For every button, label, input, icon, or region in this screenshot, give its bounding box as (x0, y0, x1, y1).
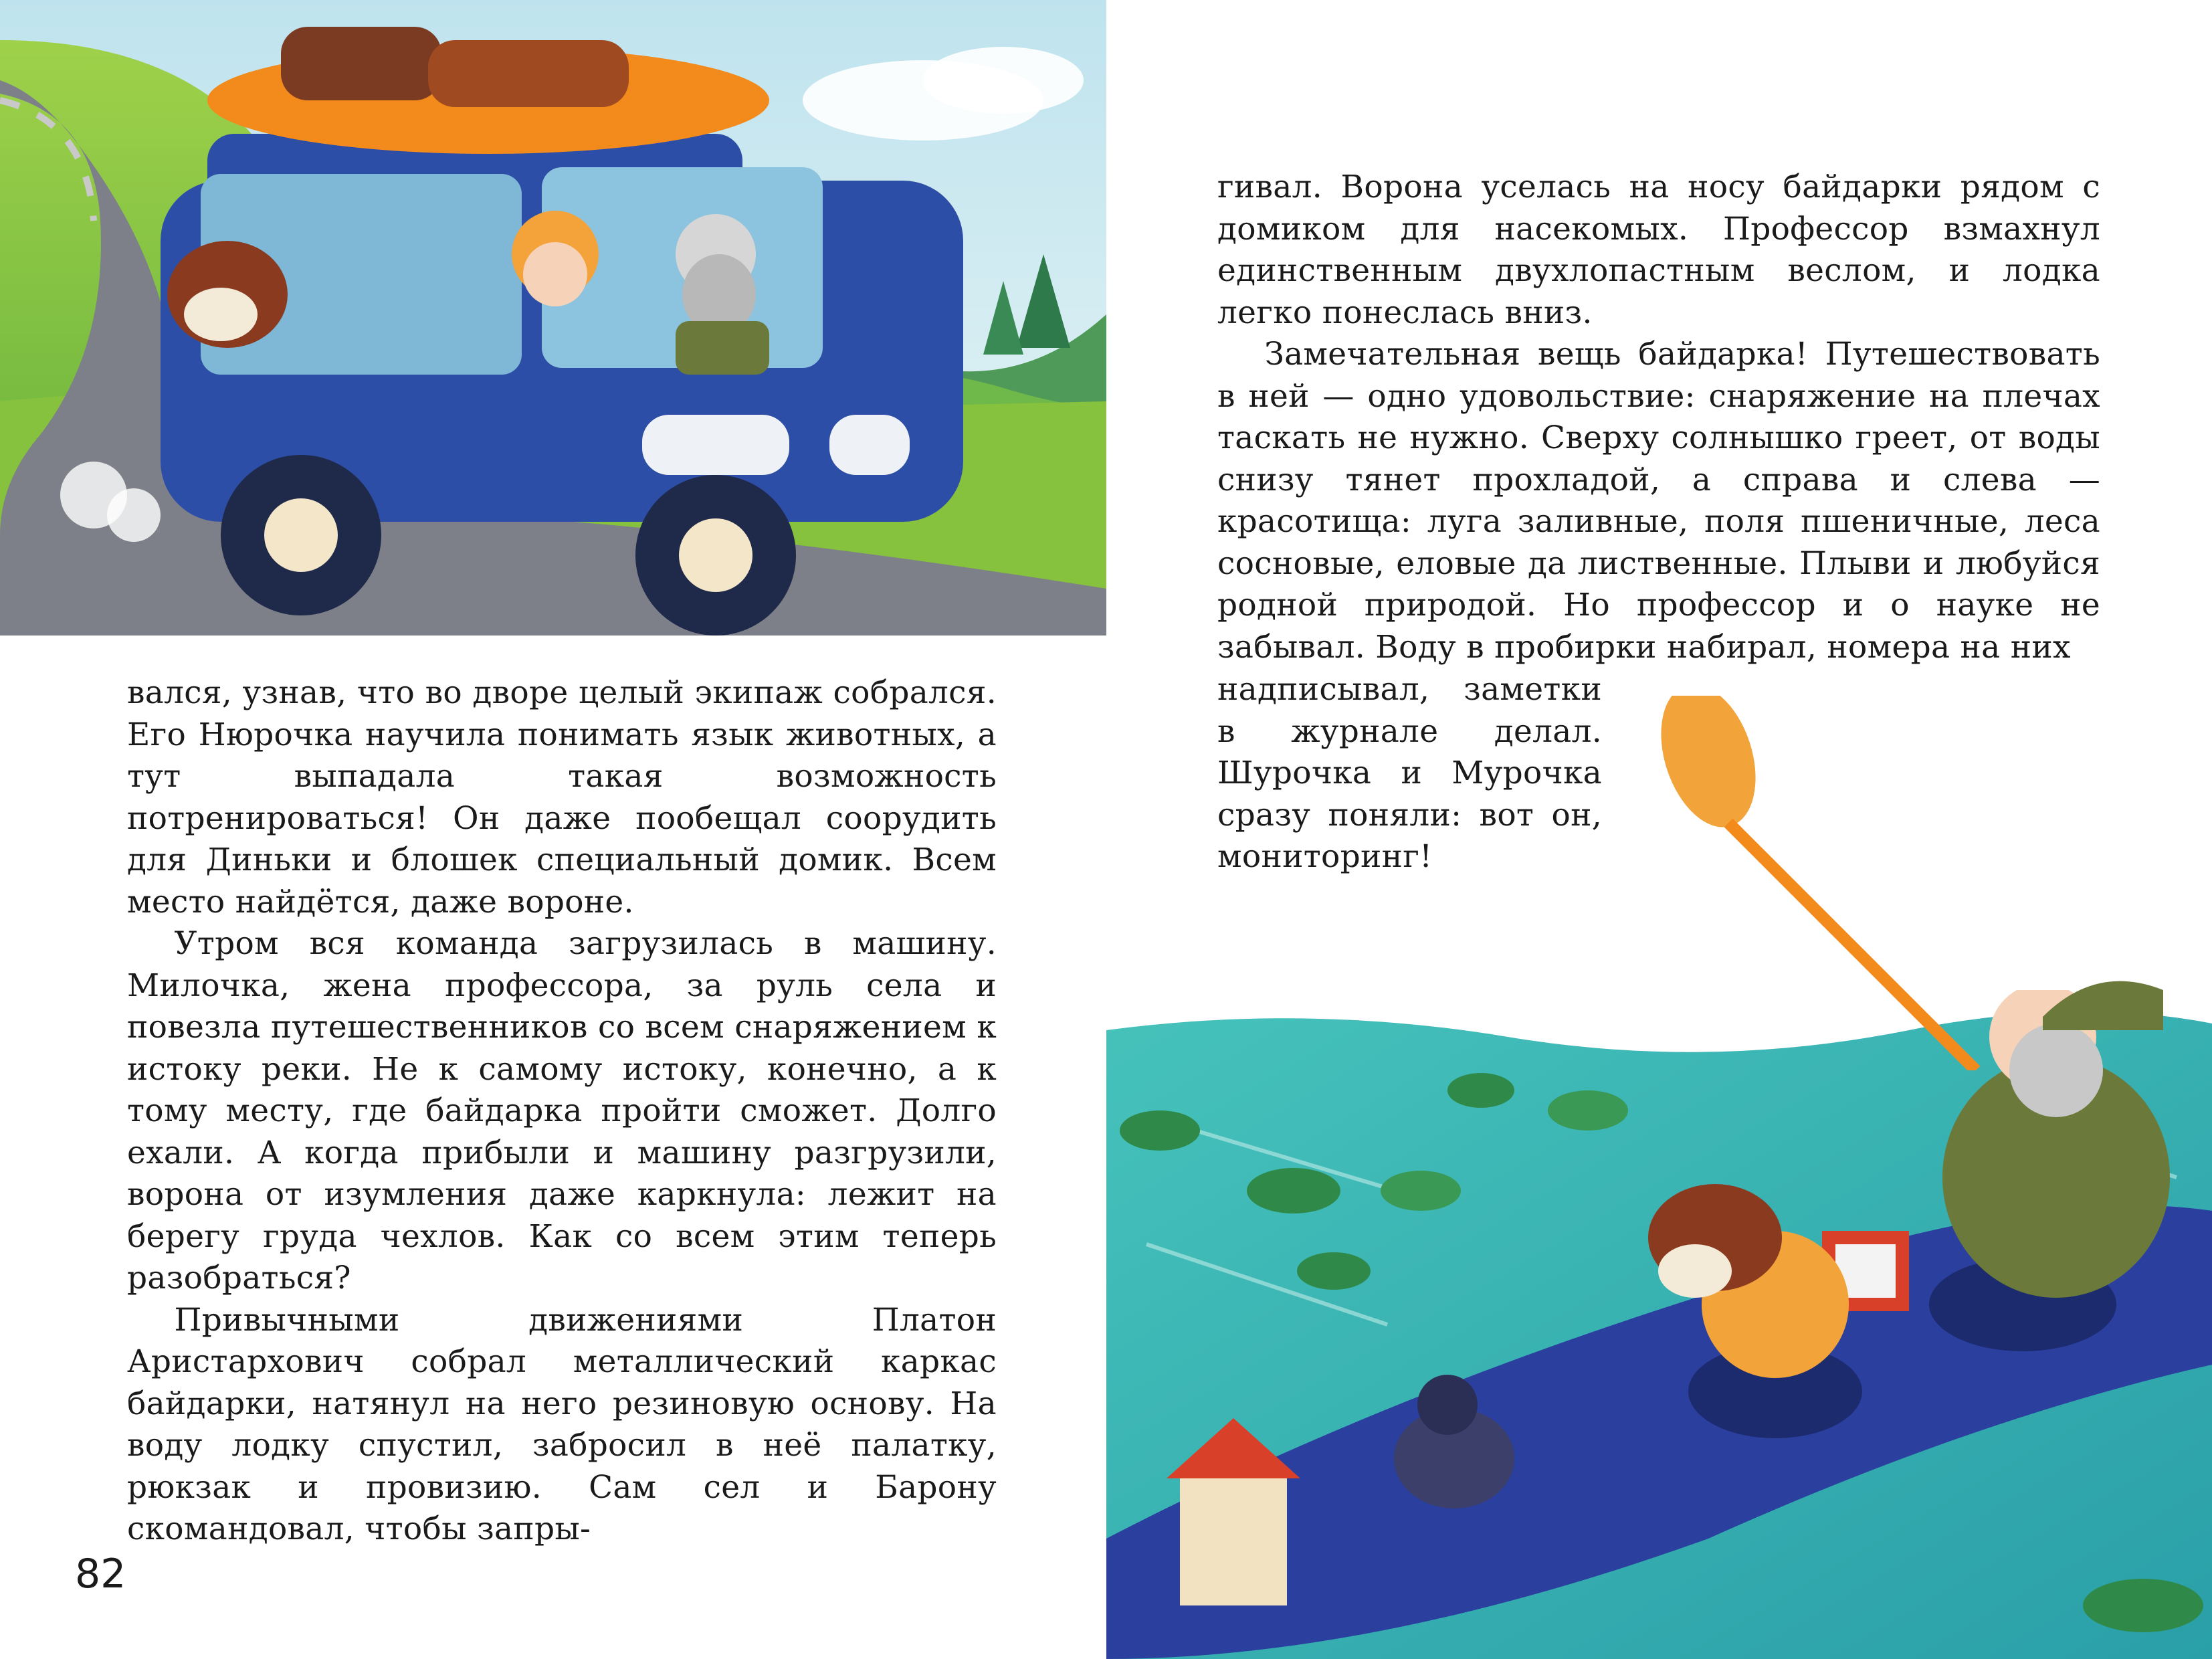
paragraph: гивал. Ворона уселась на носу байдарки рядом с домиком для насекомых. Профессор взмахнул единственным двухлопастным веслом, и лодка легко понеслась вниз. (1217, 169, 2100, 331)
page-number: 82 (75, 1551, 126, 1597)
right-page (1106, 0, 2212, 1659)
paragraph: вался, узнав, что во дворе целый экипаж собрался. Его Нюрочка научила понимать язык животных, а тут выпадала такая возможность потренироваться! Он даже пообещал соорудить для Диньки и блошек специальный домик. Всем место найдётся, даже вороне. (127, 674, 997, 920)
paddle-shape (1628, 696, 2212, 1070)
paragraph: Замечательная вещь байдарка! Путешествовать в ней — одно удовольствие: снаряжение на плечах таскать не нужно. Сверху солнышко греет, от воды снизу тянет прохладой, а справа и слева — красотища: луга заливные, поля пшеничные, леса сосновые, еловые да лиственные. Плыви и любуйся родной природой. Но профессор и о науке не забывал. Воду в пробирки набирал, номера на них (1217, 336, 2100, 666)
car-scene (0, 0, 1106, 636)
paragraph: Утром вся команда загрузилась в машину. Милочка, жена профессора, за руль села и повезла путешественников со всем снаряжением к истоку реки. Не к самому истоку, конечно, а к тому месту, где байдарка пройти сможет. Долго ехали. А когда прибыли и машину разгрузили, ворона от изумления даже каркнула: лежит на берегу груда чехлов. Как со всем этим теперь разобраться? (127, 925, 997, 1296)
kayak-scene (1106, 990, 2212, 1659)
car-illustration (0, 0, 1106, 636)
paragraph: Привычными движениями Платон Аристархович собрал металлический каркас байдарки, натянул на него резиновую основу. На воду лодку спустил, забросил в неё палатку, рюкзак и провизию. Сам сел и Барону скомандовал, чтобы запры- (127, 1301, 997, 1547)
right-body-text-narrow (1217, 669, 1602, 878)
paddle-illustration (1628, 696, 2212, 1070)
left-body-text (127, 672, 997, 1551)
right-body-text (1217, 167, 2100, 668)
paragraph: надписывал, заметки в журнале делал. Шурочка и Мурочка сразу поняли: вот он, мониторинг! (1217, 671, 1602, 875)
kayak-illustration (1106, 990, 2212, 1659)
